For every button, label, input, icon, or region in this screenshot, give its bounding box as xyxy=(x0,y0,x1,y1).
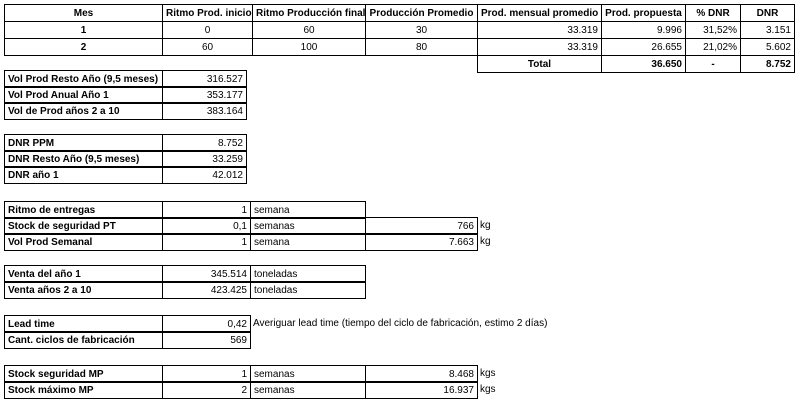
lead-time-value[interactable]: 0,42 xyxy=(162,315,251,333)
venta-2-10-unit[interactable]: toneladas xyxy=(250,281,366,299)
header-cell[interactable]: Prod. propuesta xyxy=(601,4,686,22)
stock-pt-unit[interactable]: semanas xyxy=(250,217,366,235)
stock-pt-qty[interactable]: 766 xyxy=(365,217,478,235)
vol-semanal-qty-unit[interactable]: kg xyxy=(480,236,491,247)
table-cell[interactable]: 60 xyxy=(162,38,253,56)
table-cell[interactable]: 33.319 xyxy=(477,21,602,39)
stock-seg-mp-qty-unit[interactable]: kgs xyxy=(480,368,496,379)
vol-2-10-label[interactable]: Vol de Prod años 2 a 10 xyxy=(4,102,163,120)
table-cell[interactable]: 30 xyxy=(365,21,478,39)
stock-max-mp-unit[interactable]: semanas xyxy=(250,381,366,399)
vol-anual-value[interactable]: 353.177 xyxy=(162,86,247,104)
venta-ano1-value[interactable]: 345.514 xyxy=(162,265,251,283)
header-cell[interactable]: Prod. mensual promedio xyxy=(477,4,602,22)
table-cell[interactable]: 60 xyxy=(252,21,366,39)
venta-ano1-unit[interactable]: toneladas xyxy=(250,265,366,283)
dnr-ano1-label[interactable]: DNR año 1 xyxy=(4,166,163,184)
stock-pt-label[interactable]: Stock de seguridad PT xyxy=(4,217,163,235)
venta-2-10-value[interactable]: 423.425 xyxy=(162,281,251,299)
stock-max-mp-label[interactable]: Stock máximo MP xyxy=(4,381,163,399)
table-cell[interactable]: 2 xyxy=(4,38,163,56)
vol-anual-label[interactable]: Vol Prod Anual Año 1 xyxy=(4,86,163,104)
header-cell[interactable]: Producción Promedio xyxy=(365,4,478,22)
table-cell[interactable]: 9.996 xyxy=(601,21,686,39)
header-cell[interactable]: % DNR xyxy=(685,4,741,22)
table-cell[interactable]: 100 xyxy=(252,38,366,56)
venta-ano1-label[interactable]: Venta del año 1 xyxy=(4,265,163,283)
dnr-ano1-value[interactable]: 42.012 xyxy=(162,166,247,184)
vol-2-10-value[interactable]: 383.164 xyxy=(162,102,247,120)
dnr-resto-value[interactable]: 33.259 xyxy=(162,150,247,168)
header-cell[interactable]: Ritmo Producción final xyxy=(252,4,366,22)
stock-max-mp-qty-unit[interactable]: kgs xyxy=(480,384,496,395)
table-cell[interactable]: 33.319 xyxy=(477,38,602,56)
vol-resto-value[interactable]: 316.527 xyxy=(162,70,247,88)
table-cell[interactable]: 1 xyxy=(4,21,163,39)
total-prod-propuesta[interactable]: 36.650 xyxy=(601,55,686,73)
table-cell[interactable]: 21,02% xyxy=(685,38,741,56)
vol-semanal-qty[interactable]: 7.663 xyxy=(365,233,478,251)
ciclos-value[interactable]: 569 xyxy=(162,331,251,349)
total-pct-dnr[interactable]: - xyxy=(685,55,741,73)
venta-2-10-label[interactable]: Venta años 2 a 10 xyxy=(4,281,163,299)
total-label[interactable]: Total xyxy=(477,55,602,73)
dnr-ppm-label[interactable]: DNR PPM xyxy=(4,134,163,152)
stock-pt-value[interactable]: 0,1 xyxy=(162,217,251,235)
table-cell[interactable]: 26.655 xyxy=(601,38,686,56)
stock-seg-mp-unit[interactable]: semanas xyxy=(250,365,366,383)
header-cell[interactable]: Mes xyxy=(4,4,163,22)
stock-max-mp-value[interactable]: 2 xyxy=(162,381,251,399)
stock-seg-mp-value[interactable]: 1 xyxy=(162,365,251,383)
ritmo-entregas-value[interactable]: 1 xyxy=(162,201,251,219)
lead-time-label[interactable]: Lead time xyxy=(4,315,163,333)
vol-semanal-label[interactable]: Vol Prod Semanal xyxy=(4,233,163,251)
ritmo-entregas-unit[interactable]: semana xyxy=(250,201,366,219)
stock-seg-mp-qty[interactable]: 8.468 xyxy=(365,365,478,383)
ciclos-label[interactable]: Cant. ciclos de fabricación xyxy=(4,331,163,349)
ritmo-entregas-label[interactable]: Ritmo de entregas xyxy=(4,201,163,219)
total-dnr[interactable]: 8.752 xyxy=(740,55,795,73)
stock-pt-qty-unit[interactable]: kg xyxy=(480,220,491,231)
vol-semanal-value[interactable]: 1 xyxy=(162,233,251,251)
vol-resto-label[interactable]: Vol Prod Resto Año (9,5 meses) xyxy=(4,70,163,88)
header-cell[interactable]: DNR xyxy=(740,4,795,22)
table-cell[interactable]: 80 xyxy=(365,38,478,56)
stock-seg-mp-label[interactable]: Stock seguridad MP xyxy=(4,365,163,383)
lead-time-note[interactable]: Averiguar lead time (tiempo del ciclo de fabricación, estimo 2 días) xyxy=(253,318,548,329)
stock-max-mp-qty[interactable]: 16.937 xyxy=(365,381,478,399)
header-cell[interactable]: Ritmo Prod. inicio xyxy=(162,4,253,22)
dnr-resto-label[interactable]: DNR Resto Año (9,5 meses) xyxy=(4,150,163,168)
table-cell[interactable]: 3.151 xyxy=(740,21,795,39)
table-cell[interactable]: 0 xyxy=(162,21,253,39)
vol-semanal-unit[interactable]: semana xyxy=(250,233,366,251)
dnr-ppm-value[interactable]: 8.752 xyxy=(162,134,247,152)
table-cell[interactable]: 5.602 xyxy=(740,38,795,56)
table-cell[interactable]: 31,52% xyxy=(685,21,741,39)
